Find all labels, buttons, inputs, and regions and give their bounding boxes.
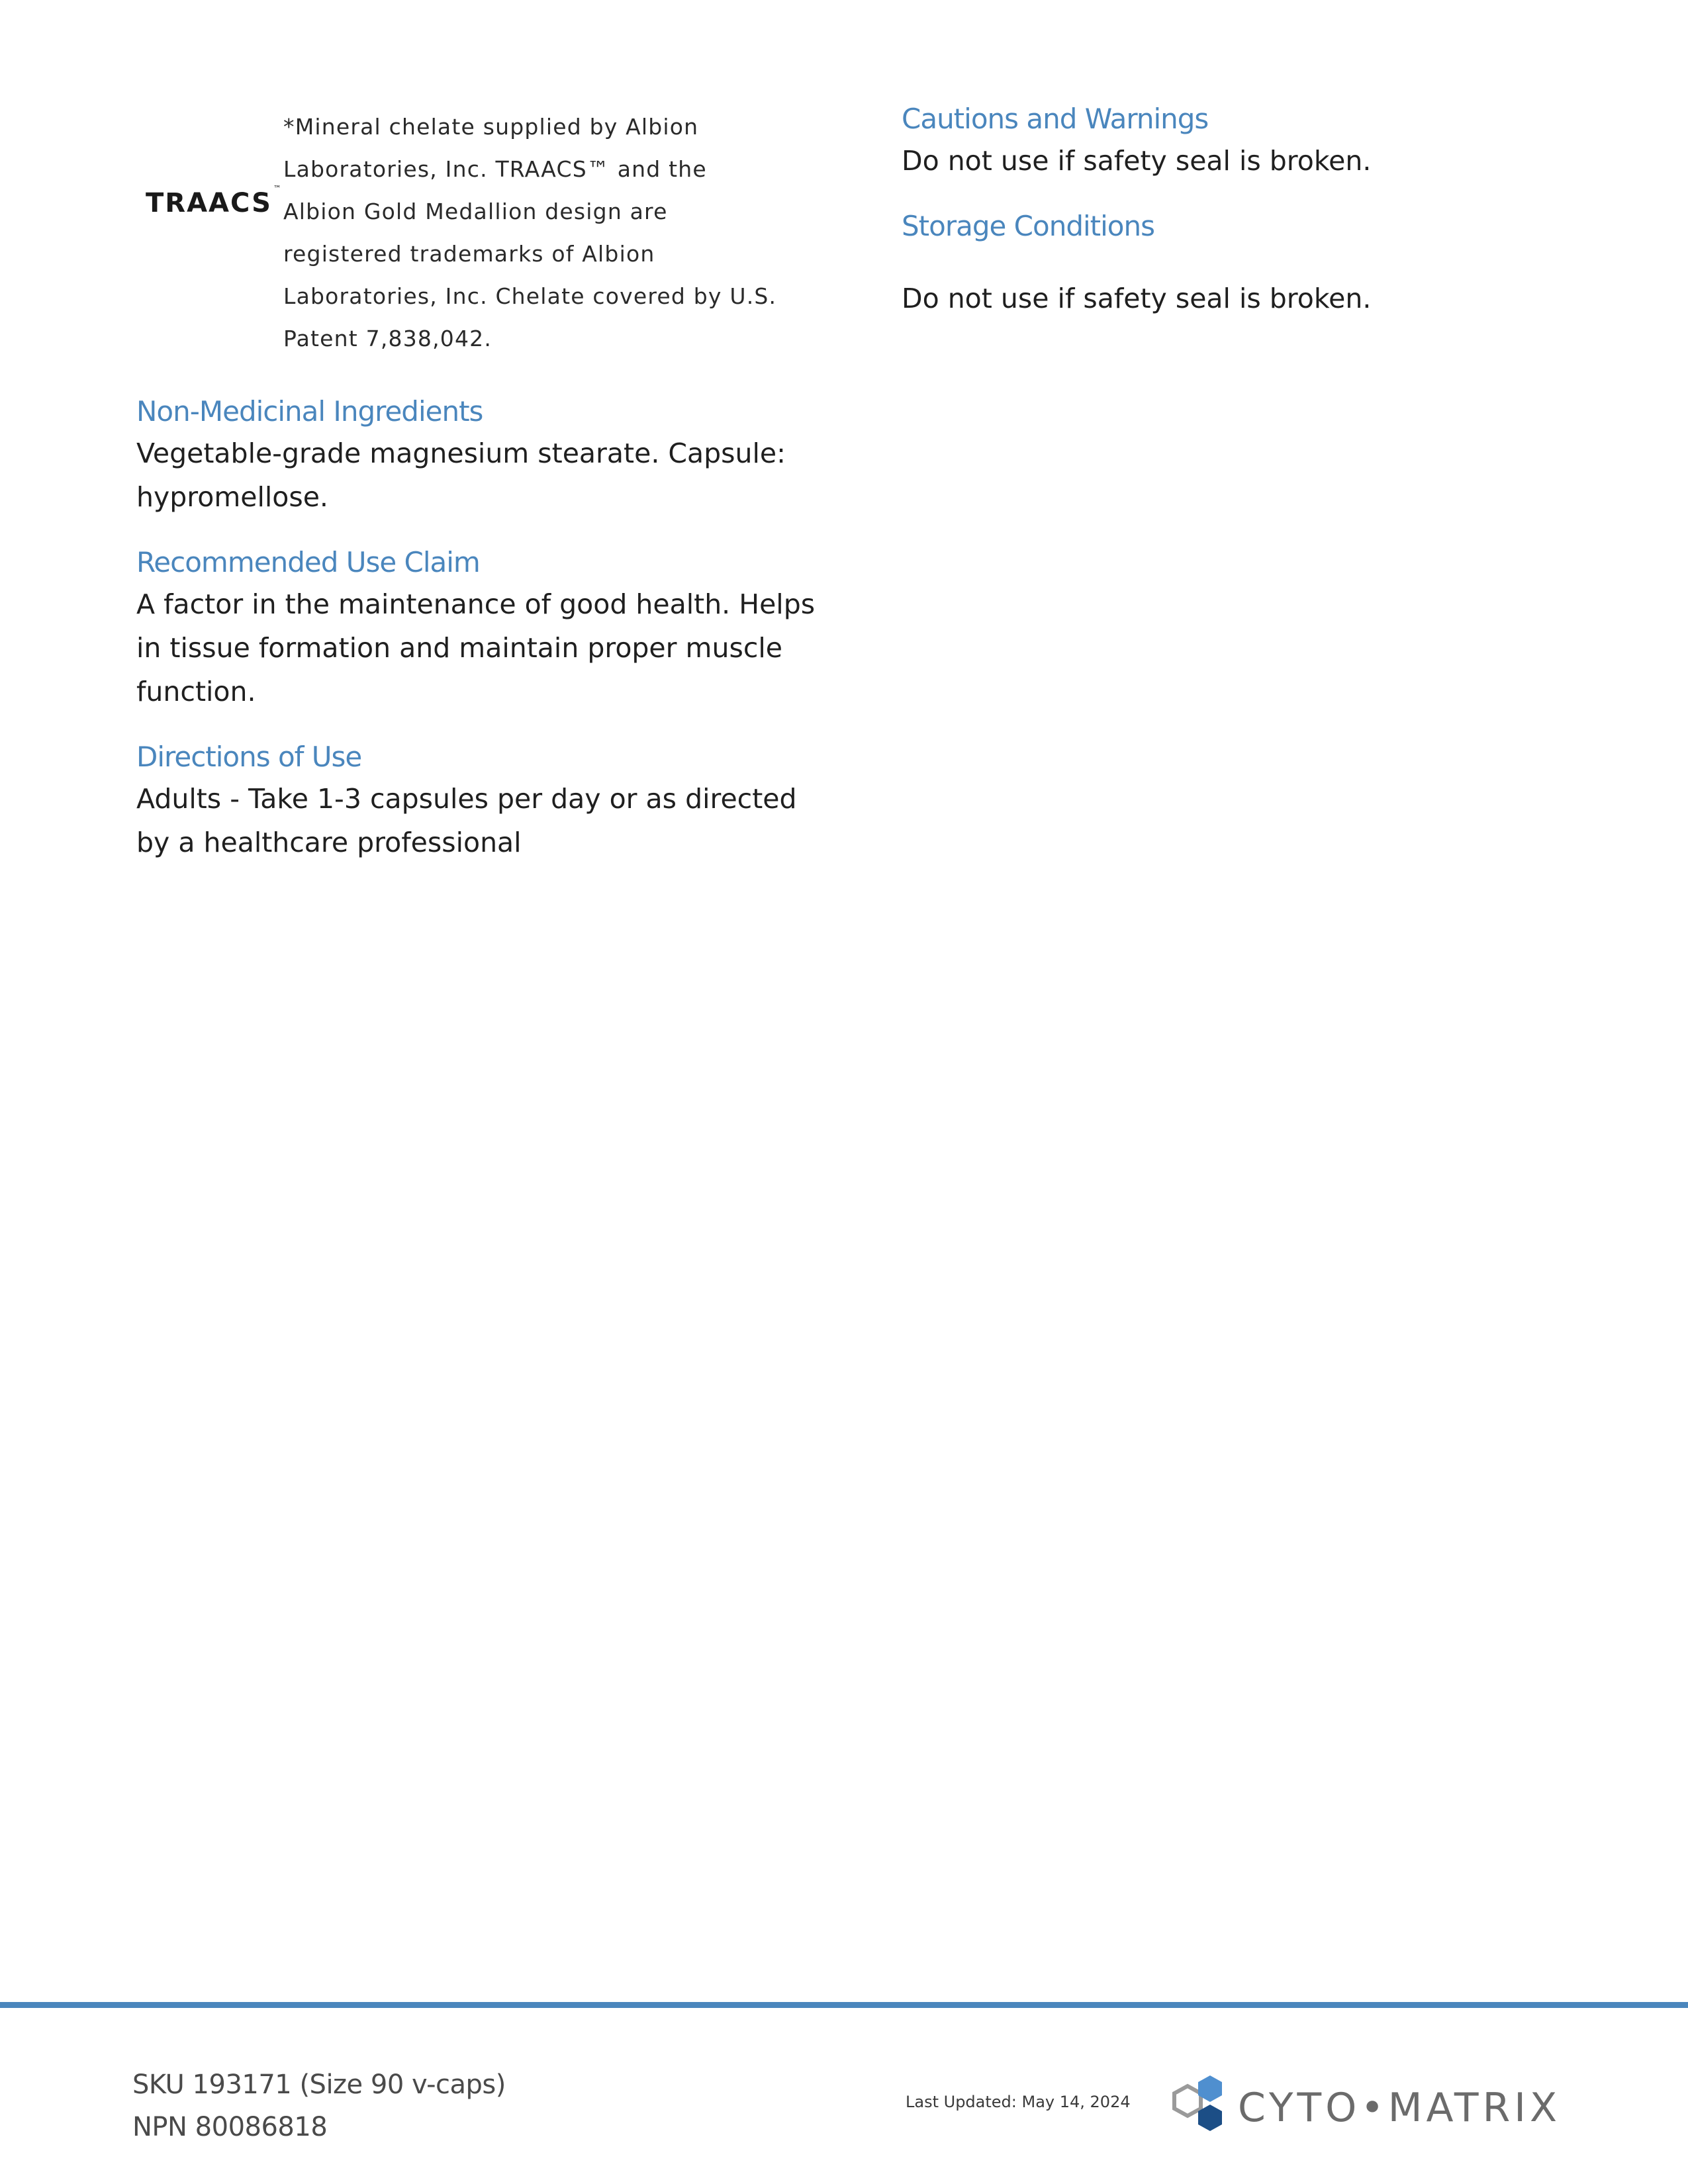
traacs-logo-text: TRAACS [146,188,272,218]
footer-divider [0,2002,1688,2008]
last-updated-text: Last Updated: May 14, 2024 [906,2093,1131,2111]
non-medicinal-section [136,392,825,519]
storage-text: Do not use if safety seal is broken. [902,283,1372,314]
hexagon-logo-icon [1160,2070,1233,2143]
cautions-section [902,99,1564,183]
footer-product-codes [132,2064,506,2148]
recommended-use-text: A factor in the maintenance of good health. Helps in tissue formation and maintain proper muscle function. [136,588,816,707]
hexagon-outline-icon [1174,2086,1201,2116]
left-column [136,99,825,888]
traacs-block [136,99,825,351]
cyto-matrix-logo [1160,2070,1562,2143]
traacs-chelate-note: *Mineral chelate supplied by Albion Laboratories, Inc. TRAACS™ and the Albion Gold Medallion design are registered trademarks of Albion Laboratories, Inc. Chelate covered by U.S. Patent 7,838,042. [283,114,777,351]
recommended-use-heading: Recommended Use Claim [136,546,480,578]
cautions-heading: Cautions and Warnings [902,103,1209,135]
storage-heading: Storage Conditions [902,210,1154,242]
npn-text: NPN 80086818 [132,2112,328,2142]
non-medicinal-heading: Non-Medicinal Ingredients [136,395,483,428]
directions-text: Adults - Take 1-3 capsules per day or as directed by a healthcare professional [136,783,797,858]
directions-section [136,737,825,864]
non-medicinal-text: Vegetable-grade magnesium stearate. Capsule: hypromellose. [136,437,786,513]
traacs-logo [146,184,283,218]
storage-section [902,206,1564,320]
sku-text: SKU 193171 (Size 90 v-caps) [132,2070,506,2100]
right-column [902,99,1564,344]
directions-heading: Directions of Use [136,741,362,773]
recommended-use-section [136,543,825,713]
cautions-text: Do not use if safety seal is broken. [902,145,1372,177]
brand-name-text: CYTO•MATRIX [1238,2085,1562,2131]
traacs-logo-mark: ™ [273,184,283,193]
